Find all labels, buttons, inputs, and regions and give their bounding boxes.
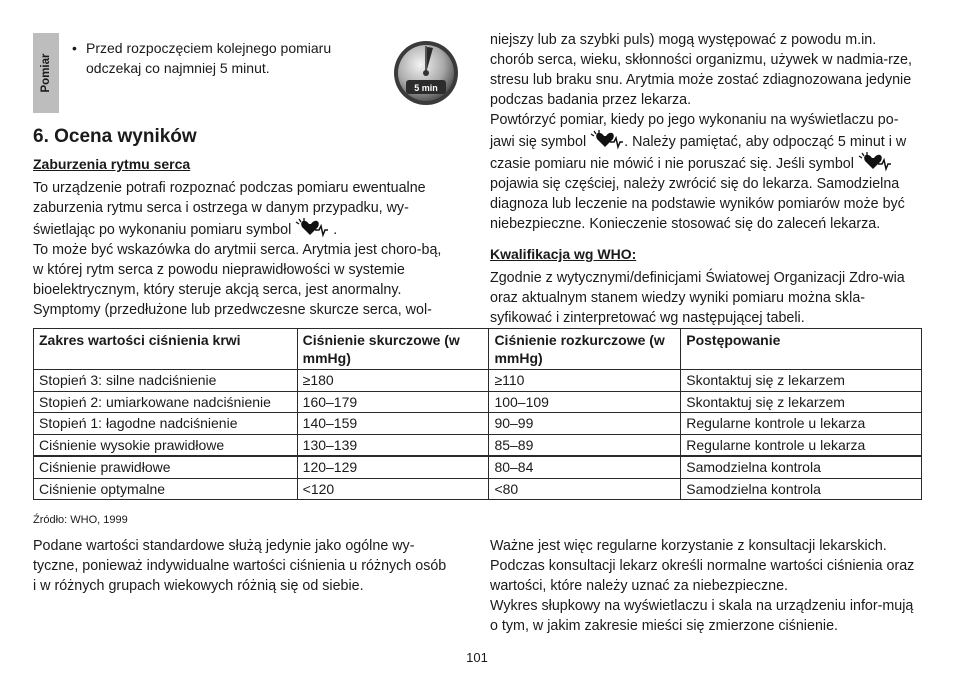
page-number: 101	[466, 650, 488, 665]
arrhythmia-text-1b: .	[333, 222, 338, 238]
cell-range: Stopień 2: umiarkowane nadciśnienie	[34, 391, 298, 413]
table-row	[34, 456, 922, 478]
table-header-row	[34, 329, 922, 370]
cell-systolic: ≥180	[297, 370, 489, 392]
cell-action: Regularne kontrole u lekarza	[681, 434, 922, 456]
right-paragraph-1: niejszy lub za szybki puls) mogą występować z powodu m.in. chorób serca, wieku, skłonności organizmu, używek w nadmia-rze, stresu lub braku snu. Arytmia może zostać zdiagnozowana jedynie podczas badania przez lekarza.	[490, 32, 912, 108]
left-column	[33, 124, 455, 320]
table-source: Źródło: WHO, 1999	[33, 514, 128, 526]
bullet-symbol: •	[72, 40, 77, 56]
arrhythmia-paragraph-1	[33, 178, 455, 240]
heart-arrhythmia-icon	[858, 152, 892, 172]
cell-range: Ciśnienie wysokie prawidłowe	[34, 434, 298, 456]
cell-diastolic: ≥110	[489, 370, 681, 392]
bullet-note	[72, 38, 372, 78]
cell-diastolic: <80	[489, 478, 681, 500]
bullet-text: Przed rozpoczęciem kolejnego pomiaru odczekaj co najmniej 5 minut.	[86, 40, 332, 76]
cell-action: Samodzielna kontrola	[681, 478, 922, 500]
right-paragraph-2	[490, 110, 922, 234]
cell-systolic: 160–179	[297, 391, 489, 413]
header-action: Postępowanie	[681, 329, 922, 370]
stopwatch-icon	[393, 40, 459, 106]
table-row	[34, 413, 922, 435]
cell-action: Skontaktuj się z lekarzem	[681, 391, 922, 413]
table-row	[34, 434, 922, 456]
table-row	[34, 478, 922, 500]
who-classification-table	[33, 328, 922, 500]
timer-label: 5 min	[414, 83, 438, 93]
table-row	[34, 370, 922, 392]
cell-systolic: 120–129	[297, 456, 489, 478]
right-text-2b: . Należy pamiętać, aby odpocząć 5 minut i w czasie pomiaru nie mówić i nie poruszać się. Jeśli symbol	[490, 134, 907, 172]
table-row	[34, 391, 922, 413]
cell-systolic: 130–139	[297, 434, 489, 456]
bottom-left-paragraph	[33, 536, 453, 596]
right-column	[490, 30, 922, 328]
header-systolic: Ciśnienie skurczowe (w mmHg)	[297, 329, 489, 370]
subheading-arrhythmia: Zaburzenia rytmu serca	[33, 156, 191, 172]
heart-arrhythmia-icon	[590, 130, 624, 150]
cell-range: Stopień 1: łagodne nadciśnienie	[34, 413, 298, 435]
heart-arrhythmia-icon	[295, 218, 329, 238]
bottom-left-text: Podane wartości standardowe służą jedynie jako ogólne wy-tyczne, ponieważ indywidualne wartości ciśnienia u różnych osób i w różnych grupach wiekowych różnią się od siebie.	[33, 538, 447, 594]
bottom-right-text-1: Ważne jest więc regularne korzystanie z konsultacji lekarskich. Podczas konsultacji lekarz określi normalne wartości ciśnienia oraz wartości, które należy uznać za niebezpieczne.	[490, 538, 915, 594]
right-text-2c: pojawia się częściej, należy zwrócić się do lekarza. Samodzielna diagnoza lub leczenie na podstawie wyników pomiarów może być niebezpieczne. Konieczenie stosować się do zaleceń lekarza.	[490, 176, 905, 232]
cell-range: Ciśnienie optymalne	[34, 478, 298, 500]
subheading-who: Kwalifikacja wg WHO:	[490, 246, 637, 262]
header-range: Zakres wartości ciśnienia krwi	[34, 329, 298, 370]
cell-range: Ciśnienie prawidłowe	[34, 456, 298, 478]
cell-diastolic: 100–109	[489, 391, 681, 413]
cell-diastolic: 85–89	[489, 434, 681, 456]
arrhythmia-paragraph-2: To może być wskazówka do arytmii serca. Arytmia jest choro-bą, w której rytm serca z powodu nieprawidłowości w systemie bioelektrycznym, który steruje akcją serca, jest anormalny. Symptomy (przedłużone lub przedwczesne skurcze serca, wol-	[33, 242, 442, 318]
cell-action: Skontaktuj się z lekarzem	[681, 370, 922, 392]
right-paragraph-3: Zgodnie z wytycznymi/definicjami Światowej Organizacji Zdro-wia oraz aktualnym stanem wiedzy wyniki pomiaru można skla-syfikować i zinterpretować wg następującej tabeli.	[490, 270, 905, 326]
cell-systolic: 140–159	[297, 413, 489, 435]
header-diastolic: Ciśnienie rozkurczowe (w mmHg)	[489, 329, 681, 370]
cell-action: Regularne kontrole u lekarza	[681, 413, 922, 435]
side-tab-label: Pomiar	[40, 53, 52, 93]
bottom-right-paragraphs	[490, 536, 922, 636]
cell-action: Samodzielna kontrola	[681, 456, 922, 478]
cell-diastolic: 80–84	[489, 456, 681, 478]
bottom-right-text-2: Wykres słupkowy na wyświetlaczu i skala na urządzeniu infor-mują o tym, w jakim zakresie mieści się zmierzone ciśnienie.	[490, 598, 914, 634]
cell-range: Stopień 3: silne nadciśnienie	[34, 370, 298, 392]
section-title: 6. Ocena wyników	[33, 126, 197, 147]
right-text-2a: Powtórzyć pomiar, kiedy po jego wykonaniu na wyświetlaczu po-jawi się symbol	[490, 112, 899, 150]
side-tab	[33, 33, 59, 113]
cell-systolic: <120	[297, 478, 489, 500]
cell-diastolic: 90–99	[489, 413, 681, 435]
arrhythmia-text-1a: To urządzenie potrafi rozpoznać podczas pomiaru ewentualne zaburzenia rytmu serca i ostrzega w danym przypadku, wy-świetlając po wykonaniu pomiaru symbol	[33, 180, 426, 238]
